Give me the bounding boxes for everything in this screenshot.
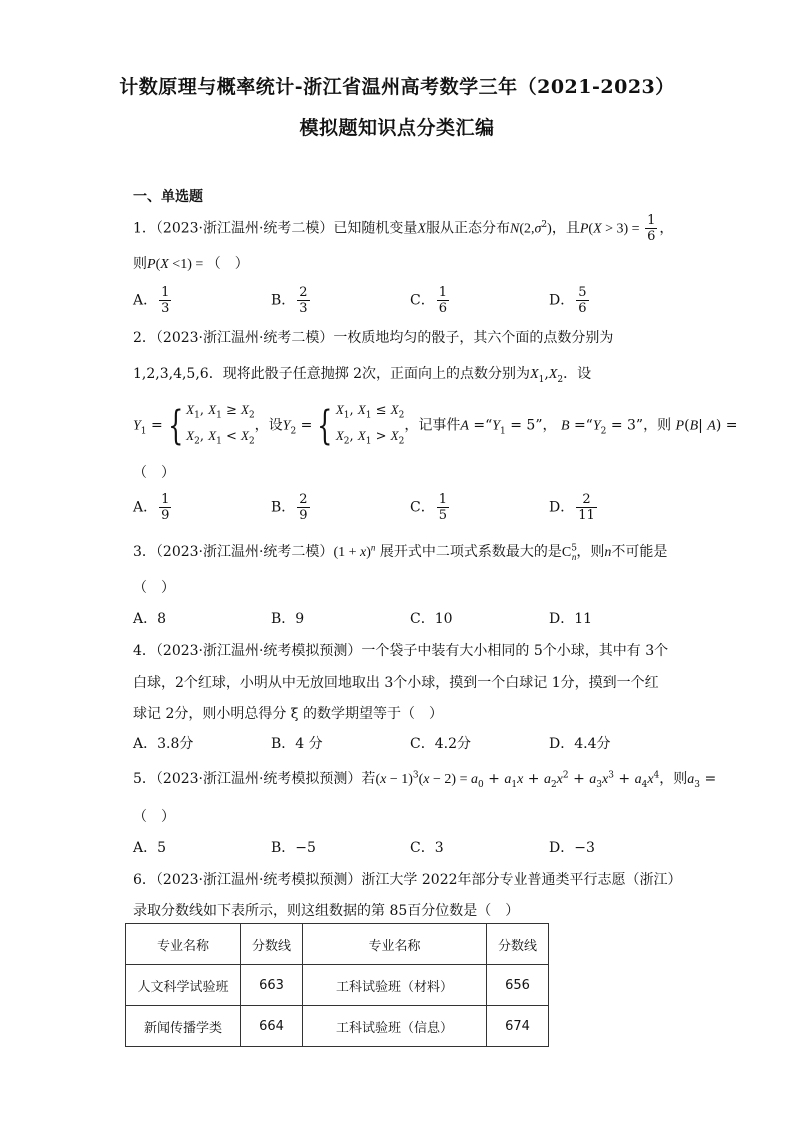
question-6-line-2: 录取分数线如下表所示，则这组数据的第 85百分位数是（ ）	[133, 903, 520, 919]
document-title: 计数原理与概率统计-浙江省温州高考数学三年（2021-2023）	[119, 76, 675, 98]
table-cell: 674	[487, 1006, 549, 1047]
option-b[interactable]: B．−5	[271, 840, 316, 856]
document-subtitle: 模拟题知识点分类汇编	[299, 117, 495, 139]
table-cell: 656	[487, 965, 549, 1006]
option-c[interactable]: C．4.2分	[410, 736, 471, 752]
option-d[interactable]: D．4.4分	[549, 736, 611, 752]
option-a[interactable]: A．8	[133, 611, 167, 627]
table-header: 专业名称	[126, 924, 241, 965]
option-c[interactable]: C． $\frac{1}{6}$	[410, 285, 447, 316]
question-1-line-2: 则P(X <1) = （ ）	[133, 256, 249, 272]
table-cell: 664	[241, 1006, 303, 1047]
table-cell: 工科试验班（信息）	[303, 1006, 487, 1047]
question-1-line-1: 1．（2023·浙江温州·统考二模）已知随机变量X服从正态分布$N(2,\sigma^2)$，且P(X > 3) = $\frac{1}{6}$ ，	[133, 213, 674, 244]
option-b[interactable]: B． $\frac{2}{9}$	[271, 492, 308, 523]
option-b[interactable]: B．9	[271, 611, 305, 627]
option-c[interactable]: C． $\frac{1}{5}$	[410, 492, 447, 523]
option-d[interactable]: D．−3	[549, 840, 595, 856]
question-5-line-1: 5．（2023·浙江温州·统考模拟预测）若$(x - 1)^3(x - 2) = a_0 + a_1x + a_2x^2 + a_3x^3 + a_4x^4$，则$a_3$ =	[133, 770, 717, 790]
question-4-line-2: 白球，2个红球，小明从中无放回地取出 3个小球，摸到一个白球记 1分，摸到一个红	[133, 675, 659, 691]
question-4-line-3: 球记 2分，则小明总得分 ξ 的数学期望等于（ ）	[133, 706, 443, 722]
option-a[interactable]: A．3.8分	[133, 736, 194, 752]
question-2-line-3: $Y_1$ = { $X_1$, $X_1 \ge X_2$ $X_2$, $X_1 < X_2$ ，设$Y_2$ = { $X_1$, $X_1 \le X_2$ $X_2$, $X_1 > X_2$ ，记事件$A =“Y_1 = 5$”， $B =“Y_2 = 3$”，则 P(B| A) =	[133, 402, 738, 449]
option-b[interactable]: B．4 分	[271, 736, 323, 752]
table-cell: 663	[241, 965, 303, 1006]
question-2-line-1: 2．（2023·浙江温州·统考二模）一枚质地均匀的骰子，其六个面的点数分别为	[133, 330, 614, 346]
table-header: 分数线	[487, 924, 549, 965]
question-2-line-2: 1,2,3,4,5,6．现将此骰子任意抛掷 2次，正面向上的点数分别为$X_1,X_2$．设	[133, 366, 592, 385]
table-cell: 人文科学试验班	[126, 965, 241, 1006]
question-3-paren: （ ）	[133, 580, 175, 596]
question-5-paren: （ ）	[133, 809, 175, 825]
option-d[interactable]: D． $\frac{5}{6}$	[549, 285, 587, 316]
question-6-line-1: 6．（2023·浙江温州·统考模拟预测）浙江大学 2022年部分专业普通类平行志愿（浙江）	[133, 872, 682, 888]
score-table	[125, 923, 549, 1047]
table-row	[126, 965, 549, 1006]
table-cell: 工科试验班（材料）	[303, 965, 487, 1006]
question-3-line-1: 3．（2023·浙江温州·统考二模）$(1 + x)^n$ 展开式中二项式系数最大的是$C^5_n$，则n不可能是	[133, 542, 668, 562]
option-c[interactable]: C．3	[410, 840, 444, 856]
table-header-row	[126, 924, 549, 965]
table-cell: 新闻传播学类	[126, 1006, 241, 1047]
option-d[interactable]: D．11	[549, 611, 593, 627]
section-heading: 一、单选题	[133, 189, 203, 205]
option-b[interactable]: B． $\frac{2}{3}$	[271, 285, 308, 316]
question-4-line-1: 4．（2023·浙江温州·统考模拟预测）一个袋子中装有大小相同的 5个小球，其中有 3个	[133, 643, 669, 659]
table-row	[126, 1006, 549, 1047]
option-a[interactable]: A． $\frac{1}{9}$	[133, 492, 170, 523]
question-2-paren: （ ）	[133, 465, 175, 481]
option-c[interactable]: C．10	[410, 611, 453, 627]
option-d[interactable]: D． $\frac{2}{11}$	[549, 492, 595, 523]
option-a[interactable]: A． $\frac{1}{3}$	[133, 285, 170, 316]
table-header: 分数线	[241, 924, 303, 965]
option-a[interactable]: A．5	[133, 840, 167, 856]
table-header: 专业名称	[303, 924, 487, 965]
